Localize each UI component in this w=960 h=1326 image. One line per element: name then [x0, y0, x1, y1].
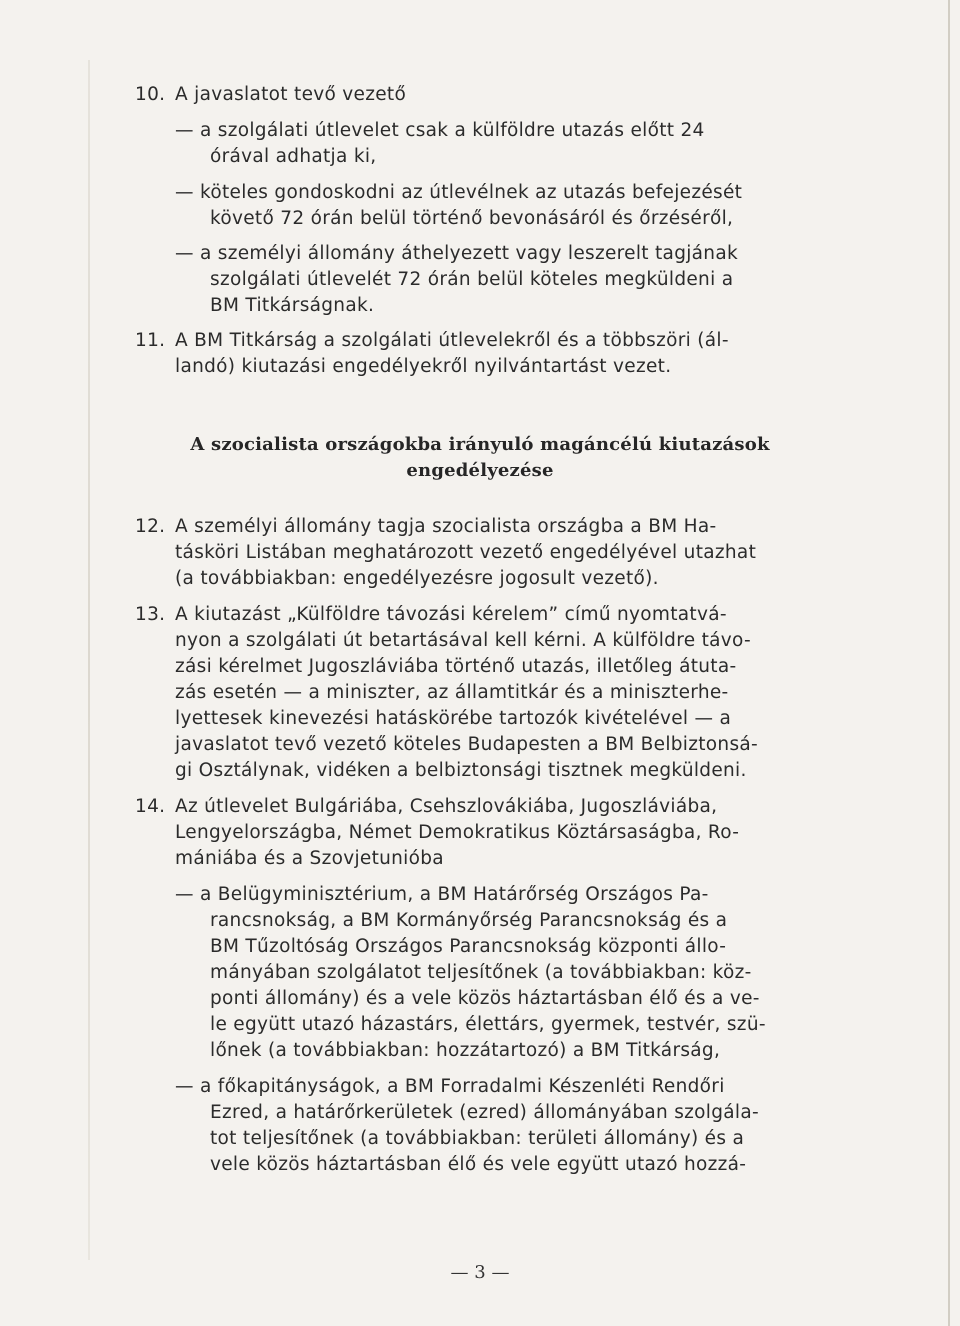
item-14-bullet-1-line-3: BM Tűzoltóság Országos Parancsnokság központi állo- — [210, 936, 727, 957]
item-13-line-3: zási kérelmet Jugoszláviába történő utazás, illetőleg átuta- — [175, 656, 737, 677]
page-number: — 3 — — [450, 1262, 510, 1283]
item-10-bullet-1-line-2: órával adhatja ki, — [210, 146, 377, 167]
section-heading-line-1: A szocialista országokba irányuló magáncélú kiutazások — [190, 434, 770, 455]
item-10-lead: A javaslatot tevő vezető — [175, 84, 407, 105]
item-11-number: 11. — [135, 330, 166, 351]
item-13-line-2: nyon a szolgálati út betartásával kell kérni. A külföldre távo- — [175, 630, 751, 651]
item-14-line-2: Lengyelországba, Német Demokratikus Köztársaságba, Ro- — [175, 822, 740, 843]
item-14-bullet-2-line-1: — a főkapitányságok, a BM Forradalmi Készenléti Rendőri — [175, 1076, 725, 1097]
item-10-number: 10. — [135, 84, 166, 105]
item-14-bullet-1-line-2: rancsnokság, a BM Kormányőrség Parancsnokság és a — [210, 910, 728, 931]
item-13-line-1: A kiutazást „Külföldre távozási kérelem” című nyomtatvá- — [175, 604, 727, 625]
item-13-number: 13. — [135, 604, 166, 625]
item-14-bullet-1-line-1: — a Belügyminisztérium, a BM Határőrség Országos Pa- — [175, 884, 709, 905]
item-13-line-5: lyettesek kinevezési hatáskörébe tartozók kivételével — a — [175, 708, 732, 729]
page-edge — [948, 0, 950, 1326]
item-13-line-4: zás esetén — a miniszter, az államtitkár és a miniszterhe- — [175, 682, 729, 703]
item-12-line-3: (a továbbiakban: engedélyezésre jogosult vezető). — [175, 568, 659, 589]
item-10-bullet-3-line-1: — a személyi állomány áthelyezett vagy leszerelt tagjának — [175, 243, 738, 264]
item-10-bullet-3-line-3: BM Titkárságnak. — [210, 295, 375, 316]
item-14-line-3: mániába és a Szovjetunióba — [175, 848, 444, 869]
item-14-bullet-1-line-5: ponti állomány) és a vele közös háztartásban élő és a ve- — [210, 988, 760, 1009]
item-10-bullet-1-line-1: — a szolgálati útlevelet csak a külföldre utazás előtt 24 — [175, 120, 705, 141]
item-10-bullet-2-line-1: — köteles gondoskodni az útlevélnek az utazás befejezését — [175, 182, 743, 203]
item-12-line-1: A személyi állomány tagja szocialista országba a BM Ha- — [175, 516, 717, 537]
item-10-bullet-3-line-2: szolgálati útlevelét 72 órán belül köteles megküldeni a — [210, 269, 734, 290]
item-14-bullet-2-line-2: Ezred, a határőrkerületek (ezred) állományában szolgála- — [210, 1102, 759, 1123]
item-14-bullet-1-line-6: le együtt utazó házastárs, élettárs, gyermek, testvér, szü- — [210, 1014, 766, 1035]
section-heading-line-2: engedélyezése — [406, 460, 554, 481]
item-14-bullet-1-line-4: mányában szolgálatot teljesítőnek (a továbbiakban: köz- — [210, 962, 752, 983]
item-14-number: 14. — [135, 796, 166, 817]
item-14-bullet-2-line-4: vele közös háztartásban élő és vele együtt utazó hozzá- — [210, 1154, 747, 1175]
item-14-bullet-1-line-7: lőnek (a továbbiakban: hozzátartozó) a BM Titkárság, — [210, 1040, 721, 1061]
item-11-line-1: A BM Titkárság a szolgálati útlevelekről és a többszöri (ál- — [175, 330, 729, 351]
item-11-line-2: landó) kiutazási engedélyekről nyilvántartást vezet. — [175, 356, 672, 377]
item-13-line-6: javaslatot tevő vezető köteles Budapesten a BM Belbiztonsá- — [175, 734, 758, 755]
item-12-line-2: tásköri Listában meghatározott vezető engedélyével utazhat — [175, 542, 757, 563]
item-14-bullet-2-line-3: tot teljesítőnek (a továbbiakban: területi állomány) és a — [210, 1128, 745, 1149]
item-10-bullet-2-line-2: követő 72 órán belül történő bevonásáról és őrzéséről, — [210, 208, 734, 229]
page-fold-shadow — [88, 60, 90, 1260]
item-13-line-7: gi Osztálynak, vidéken a belbiztonsági tisztnek megküldeni. — [175, 760, 747, 781]
item-12-number: 12. — [135, 516, 166, 537]
item-14-line-1: Az útlevelet Bulgáriába, Csehszlovákiába, Jugoszláviába, — [175, 796, 718, 817]
